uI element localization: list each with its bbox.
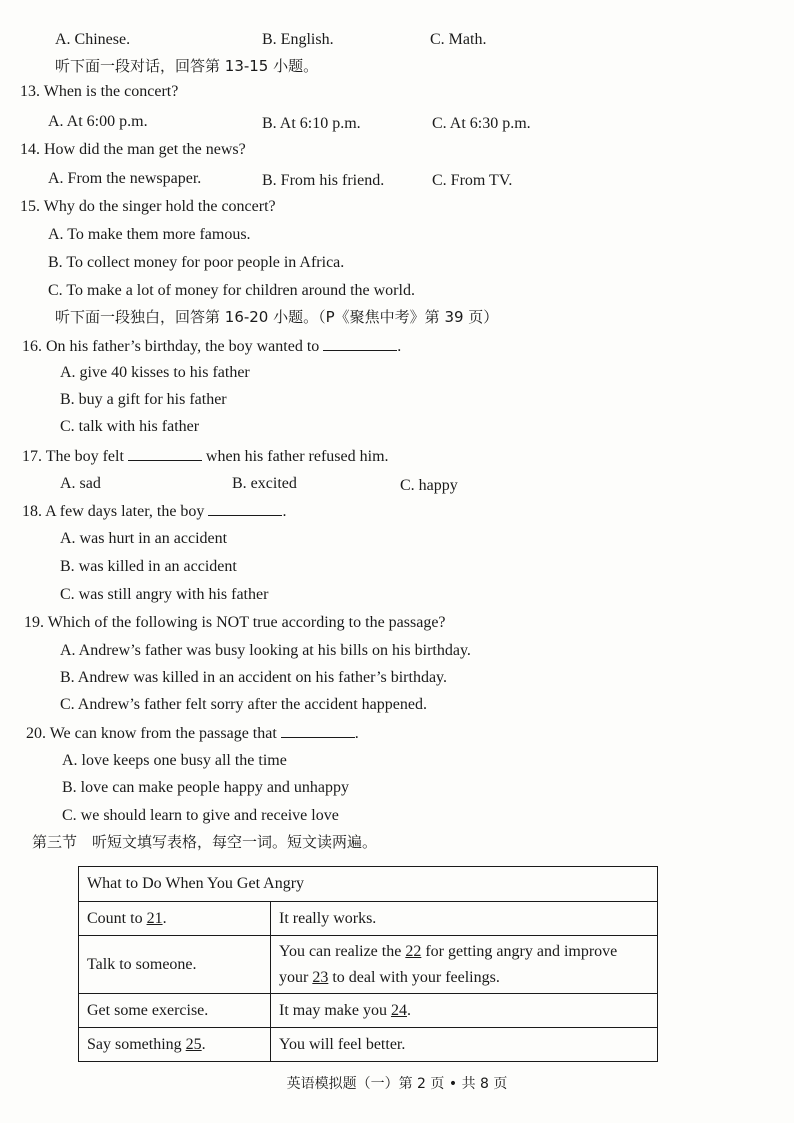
q17-option-a: A. sad [60,475,101,492]
cell-text: You can realize the [279,942,406,960]
blank-21: 21 [146,909,163,927]
cell-text: It may make you [279,1001,391,1019]
q20-stem-end: . [354,725,359,742]
cell-text: . [162,909,167,927]
q16-stem-end: . [397,338,402,355]
q18-option-a: A. was hurt in an accident [60,530,228,547]
q17-stem-end: when his father refused him. [205,448,389,465]
cell-text: . [406,1001,411,1019]
q15-stem: 15. Why do the singer hold the concert? [20,198,276,215]
q20-stem-text: 20. We can know from the passage that [26,725,277,742]
q15-option-c: C. To make a lot of money for children around the world. [48,282,415,299]
answer-blank [323,336,397,351]
q16-option-a: A. give 40 kisses to his father [60,364,250,381]
q20-option-b: B. love can make people happy and unhappy [62,779,350,796]
fill-in-table [78,866,658,1062]
q19-option-a: A. Andrew’s father was busy looking at his bills on his birthday. [60,642,471,659]
q18-option-c: C. was still angry with his father [60,586,269,603]
cell-text: for getting angry and improve [421,942,618,960]
blank-22: 22 [405,942,422,960]
q19-option-c: C. Andrew’s father felt sorry after the accident happened. [60,696,427,713]
q15-option-a: A. To make them more famous. [48,226,251,243]
q20-stem [26,723,359,744]
table-cell [271,936,658,994]
q14-option-a: A. From the newspaper. [48,170,202,187]
q19-stem: 19. Which of the following is NOT true according to the passage? [24,614,446,631]
q20-option-c: C. we should learn to give and receive love [62,807,339,824]
q16-option-b: B. buy a gift for his father [60,391,227,408]
table-cell [271,994,658,1028]
cell-text: Say something [87,1035,186,1053]
cell-text: to deal with your feelings. [328,968,500,986]
q14-option-b: B. From his friend. [262,172,385,189]
q19-option-b: B. Andrew was killed in an accident on his father’s birthday. [60,669,448,686]
q17-option-c: C. happy [400,477,458,494]
q12-option-a: A. Chinese. [55,31,131,48]
q18-stem-text: 18. A few days later, the boy [22,503,205,520]
q12-option-c: C. Math. [430,31,487,48]
blank-25: 25 [185,1035,202,1053]
instruction-16-20: 听下面一段独白，回答第 16-20 小题。（P《聚焦中考》第 39 页） [55,308,499,326]
q16-option-c: C. talk with his father [60,418,200,435]
q15-option-b: B. To collect money for poor people in Africa. [48,254,345,271]
section-3-heading: 第三节 听短文填写表格，每空一词。短文读两遍。 [32,833,378,851]
cell-text: . [201,1035,206,1053]
table-cell: It really works. [271,902,658,936]
page-footer: 英语模拟题（一）第 2 页 • 共 8 页 [286,1076,508,1092]
q13-stem: 13. When is the concert? [20,83,179,100]
q20-option-a: A. love keeps one busy all the time [62,752,287,769]
q16-stem-text: 16. On his father’s birthday, the boy wanted to [22,338,320,355]
answer-blank [128,446,202,461]
q13-option-b: B. At 6:10 p.m. [262,115,361,132]
q14-stem: 14. How did the man get the news? [20,141,246,158]
instruction-13-15: 听下面一段对话，回答第 13-15 小题。 [55,57,319,75]
table-cell [79,1028,271,1062]
q13-option-c: C. At 6:30 p.m. [432,115,531,132]
q17-option-b: B. excited [232,475,297,492]
q14-option-c: C. From TV. [432,172,513,189]
cell-text: Count to [87,909,147,927]
answer-blank [208,501,282,516]
blank-23: 23 [312,968,329,986]
q18-option-b: B. was killed in an accident [60,558,237,575]
q17-stem-text: 17. The boy felt [22,448,124,465]
q18-stem [22,501,286,522]
q18-stem-end: . [282,503,287,520]
q16-stem [22,336,401,357]
cell-text: your [279,968,313,986]
blank-24: 24 [390,1001,407,1019]
table-cell: Get some exercise. [79,994,271,1028]
answer-blank [281,723,355,738]
q17-stem [22,446,389,467]
table-cell [79,902,271,936]
table-cell: Talk to someone. [79,936,271,994]
q12-option-b: B. English. [262,31,334,48]
table-cell: You will feel better. [271,1028,658,1062]
q13-option-a: A. At 6:00 p.m. [48,113,148,130]
table-title: What to Do When You Get Angry [79,867,658,902]
